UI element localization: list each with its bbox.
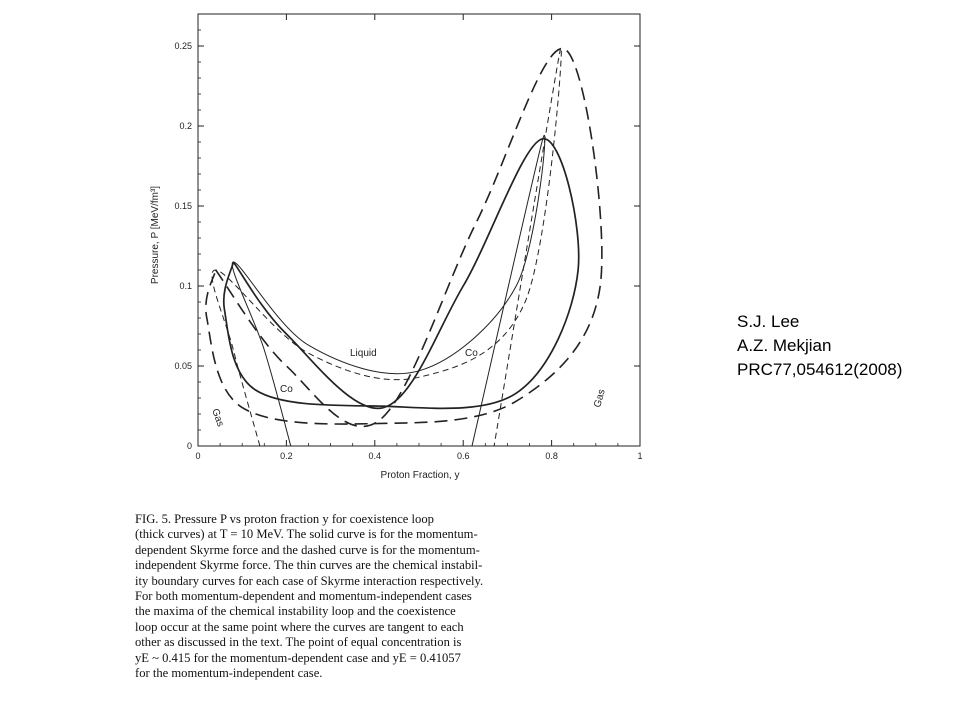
author-name: S.J. Lee: [737, 312, 800, 331]
annotation-gas-right: Gas: [592, 388, 608, 409]
series-coexistence-solid: [224, 139, 579, 409]
caption-line: ity boundary curves for each case of Skyrme interaction respectively.: [135, 573, 484, 588]
x-tick-label: 0: [195, 451, 201, 461]
y-tick-label: 0.25: [174, 41, 192, 51]
journal-reference: PRC77,054612(2008): [737, 360, 903, 379]
y-tick-label: 0.15: [174, 201, 192, 211]
x-tick-label: 0.6: [456, 451, 470, 461]
figure-caption: [135, 512, 655, 681]
caption-line: independent Skyrme force. The thin curves are the chemical instabil-: [135, 558, 483, 573]
caption-line: yE ~ 0.415 for the momentum-dependent case and yE = 0.41057: [135, 650, 461, 665]
series-instability-dashed: [212, 47, 561, 446]
x-tick-label: 0.4: [368, 451, 382, 461]
caption-line: for the momentum-independent case.: [135, 666, 323, 681]
y-tick-label: 0.05: [174, 361, 192, 371]
caption-line: dependent Skyrme force and the dashed curve is for the momentum-: [135, 542, 480, 557]
x-axis-title: Proton Fraction, y: [380, 470, 460, 481]
citation-block: [737, 310, 902, 382]
annotation-co-left: Co: [280, 384, 293, 395]
x-tick-label: 0.8: [545, 451, 558, 461]
caption-line: For both momentum-dependent and momentum-independent cases: [135, 589, 472, 604]
y-tick-label: 0.2: [179, 121, 192, 131]
caption-line: FIG. 5. Pressure P vs proton fraction y for coexistence loop: [135, 512, 434, 526]
y-tick-label: 0.1: [179, 281, 192, 291]
x-tick-label: 0.2: [280, 451, 293, 461]
caption-line: the maxima of the chemical instability loop and the coexistence: [135, 604, 456, 619]
author-name: A.Z. Mekjian: [737, 336, 832, 355]
annotation-co-right: Co: [465, 348, 478, 359]
annotation-gas-left: Gas: [209, 407, 226, 429]
caption-line: loop occur at the same point where the curves are tangent to each: [135, 619, 464, 634]
y-axis-title: Pressure, P [MeV/fm³]: [150, 185, 161, 285]
caption-line: other as discussed in the text. The point of equal concentration is: [135, 635, 462, 650]
y-tick-label: 0: [186, 441, 192, 451]
annotation-liquid: Liquid: [350, 348, 377, 359]
x-tick-label: 1: [637, 451, 643, 461]
caption-line: (thick curves) at T = 10 MeV. The solid curve is for the momentum-: [135, 527, 478, 542]
plot-frame: [198, 14, 640, 446]
series-coexistence-dashed: [206, 49, 602, 427]
